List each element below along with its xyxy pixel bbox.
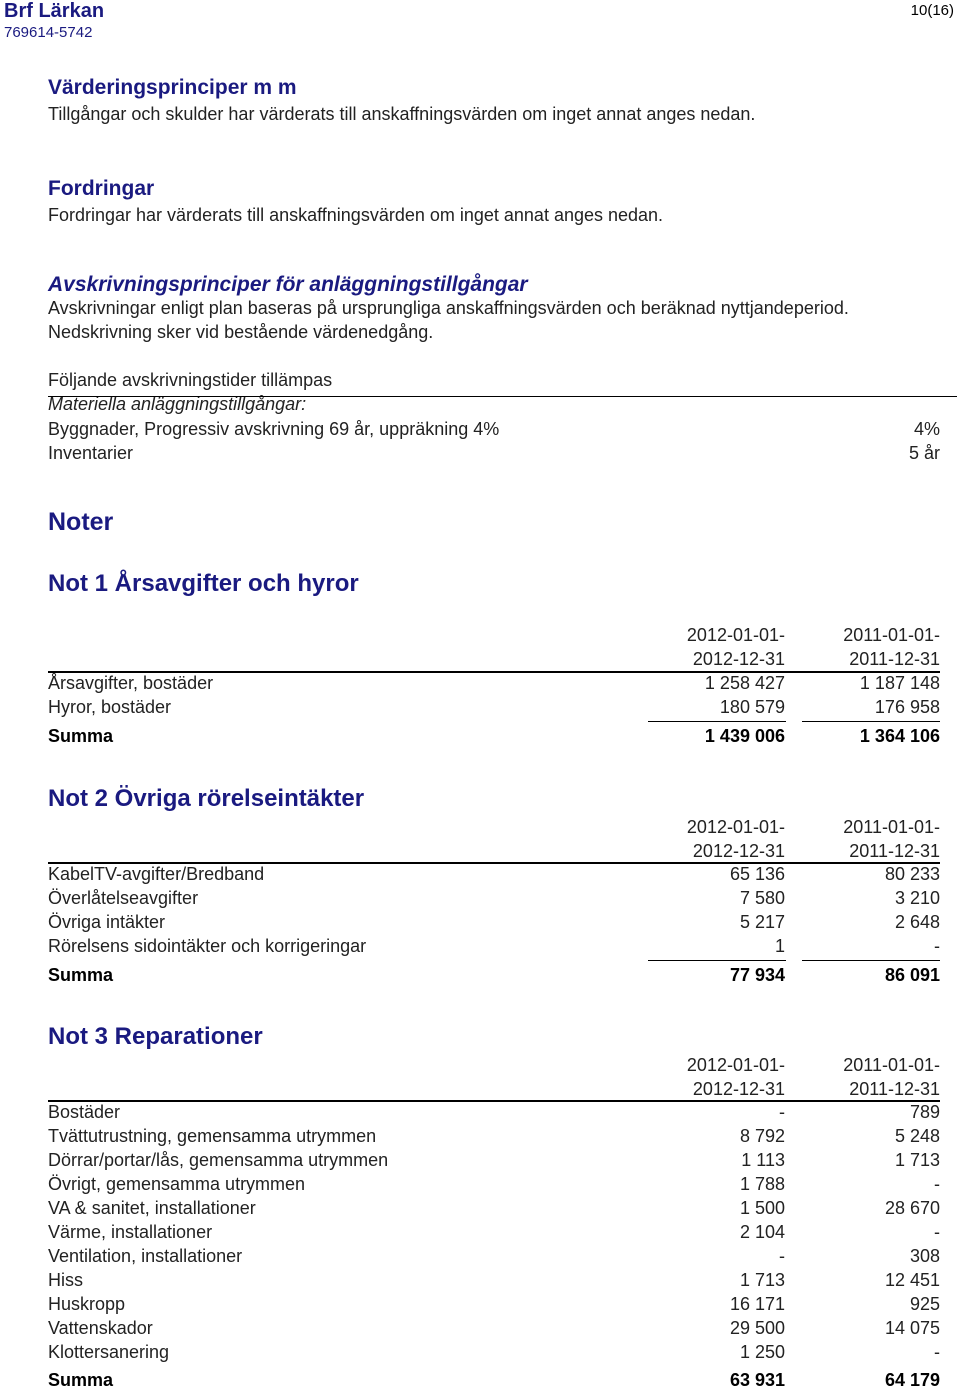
row-value-2011: 2 648 [894,912,940,932]
note3-title: Not 3 Reparationer [48,1023,263,1050]
row-label: Tvättutrustning, gemensamma utrymmen [48,1126,377,1146]
depreciation-text-2: Nedskrivning sker vid bestående värdenedgång. [48,322,434,342]
row-label: VA & sanitet, installationer [48,1198,256,1218]
org-number: 769614-5742 [4,24,93,41]
period2-end: 2011-12-31 [849,649,940,669]
row-value-2012: 1 500 [739,1198,785,1218]
depreciation-row-label: Inventarier [48,443,134,463]
row-value-2012: - [779,1102,785,1122]
row-label: Vattenskador [48,1318,153,1338]
notes-title: Noter [48,508,114,536]
row-label: Hiss [48,1270,83,1290]
table-row [48,1270,940,1292]
period2-start: 2011-01-01- [843,817,940,837]
row-value-2012: 7 580 [739,888,785,908]
period2-start: 2011-01-01- [843,1055,940,1075]
period1-end: 2012-12-31 [692,841,785,861]
note2-title: Not 2 Övriga rörelseintäkter [48,785,365,812]
total-value-2011: 86 091 [884,965,940,985]
row-label: Årsavgifter, bostäder [48,673,214,693]
depreciation-intro: Följande avskrivningstider tillämpas [48,370,333,390]
table-row [48,1342,940,1364]
table-row [48,888,940,910]
period1-end: 2012-12-31 [692,649,785,669]
valuation-title: Värderingsprinciper m m [48,76,297,99]
total-value-2012: 1 439 006 [704,726,785,746]
total-value-2011: 1 364 106 [859,726,940,746]
note1-period2 [843,623,940,671]
row-value-2011: 1 713 [894,1150,940,1170]
row-label: Värme, installationer [48,1222,213,1242]
period1-start: 2012-01-01- [686,625,785,645]
row-label: Ventilation, installationer [48,1246,243,1266]
table-row [48,1174,940,1196]
table-row [48,936,940,958]
table-row [48,1222,940,1244]
row-value-2011: 176 958 [874,697,940,717]
receivables-title: Fordringar [48,177,155,200]
period1-end: 2012-12-31 [692,1079,785,1099]
row-value-2012: 2 104 [739,1222,785,1242]
row-value-2012: 5 217 [739,912,785,932]
depreciation-subhead: Materiella anläggningstillgångar: [48,394,307,414]
depreciation-row [48,443,940,465]
table-row [48,1246,940,1268]
row-label: KabelTV-avgifter/Bredband [48,864,265,884]
row-label: Hyror, bostäder [48,697,172,717]
depreciation-row-value: 4% [913,419,940,439]
period1-start: 2012-01-01- [686,817,785,837]
total-label: Summa [48,965,114,985]
period2-end: 2011-12-31 [849,1079,940,1099]
table-row [48,912,940,934]
note2-sum-rule-2 [802,960,940,961]
table-row [48,697,940,719]
subhead-rule [48,396,957,397]
note2-period2 [843,815,940,863]
total-value-2012: 63 931 [729,1370,785,1390]
period2-start: 2011-01-01- [843,625,940,645]
row-value-2011: 28 670 [884,1198,940,1218]
table-row [48,1150,940,1172]
company-name: Brf Lärkan [4,0,105,22]
total-row [48,965,940,987]
row-value-2011: 14 075 [884,1318,940,1338]
period1-start: 2012-01-01- [686,1055,785,1075]
row-value-2011: - [934,936,940,956]
row-value-2011: 80 233 [884,864,940,884]
row-value-2012: 16 171 [729,1294,785,1314]
row-label: Klottersanering [48,1342,170,1362]
row-value-2011: 789 [909,1102,940,1122]
table-row [48,1294,940,1316]
row-value-2011: - [934,1342,940,1362]
depreciation-row [48,419,940,441]
table-row [48,1318,940,1340]
period2-end: 2011-12-31 [849,841,940,861]
total-value-2012: 77 934 [729,965,785,985]
note2-sum-rule-1 [648,960,786,961]
row-value-2012: 1 [774,936,785,956]
depreciation-title: Avskrivningsprinciper för anläggningstillgångar [48,273,528,296]
row-value-2011: 1 187 148 [859,673,940,693]
note2-period1 [687,815,785,863]
valuation-text: Tillgångar och skulder har värderats till anskaffningsvärden om inget annat anges nedan. [48,104,756,124]
receivables-text: Fordringar har värderats till anskaffningsvärden om inget annat anges nedan. [48,205,664,225]
row-value-2011: 5 248 [894,1126,940,1146]
total-label: Summa [48,726,114,746]
row-value-2012: 1 250 [739,1342,785,1362]
row-label: Övrigt, gemensamma utrymmen [48,1174,306,1194]
table-row [48,1126,940,1148]
depreciation-text-1: Avskrivningar enligt plan baseras på ursprungliga anskaffningsvärden och beräknad nyttjandeperiod. [48,298,849,318]
row-value-2012: 65 136 [729,864,785,884]
row-value-2012: 8 792 [739,1126,785,1146]
table-row [48,673,940,695]
row-label: Huskropp [48,1294,126,1314]
row-value-2012: - [779,1246,785,1266]
row-label: Överlåtelseavgifter [48,888,199,908]
note1-sum-rule-2 [802,721,940,722]
total-label: Summa [48,1370,114,1390]
row-label: Dörrar/portar/lås, gemensamma utrymmen [48,1150,389,1170]
row-value-2012: 180 579 [719,697,785,717]
row-value-2012: 1 788 [739,1174,785,1194]
row-value-2011: - [934,1222,940,1242]
row-value-2012: 29 500 [729,1318,785,1338]
row-label: Rörelsens sidointäkter och korrigeringar [48,936,367,956]
note3-period1 [687,1053,785,1101]
total-value-2011: 64 179 [884,1370,940,1390]
note1-period1 [687,623,785,671]
note1-sum-rule-1 [648,721,786,722]
row-value-2012: 1 258 427 [704,673,785,693]
table-row [48,1198,940,1220]
row-value-2011: 925 [909,1294,940,1314]
row-value-2011: 12 451 [884,1270,940,1290]
note3-period2 [843,1053,940,1101]
row-label: Övriga intäkter [48,912,166,932]
row-label: Bostäder [48,1102,121,1122]
row-value-2011: - [934,1174,940,1194]
note1-title: Not 1 Årsavgifter och hyror [48,570,359,597]
row-value-2012: 1 713 [739,1270,785,1290]
page-number: 10(16) [910,2,954,19]
total-row [48,1370,940,1392]
table-row [48,864,940,886]
row-value-2012: 1 113 [741,1150,785,1170]
table-row [48,1102,940,1124]
depreciation-row-value: 5 år [908,443,940,463]
depreciation-row-label: Byggnader, Progressiv avskrivning 69 år, uppräkning 4% [48,419,500,439]
total-row [48,726,940,748]
row-value-2011: 3 210 [894,888,940,908]
row-value-2011: 308 [909,1246,940,1266]
